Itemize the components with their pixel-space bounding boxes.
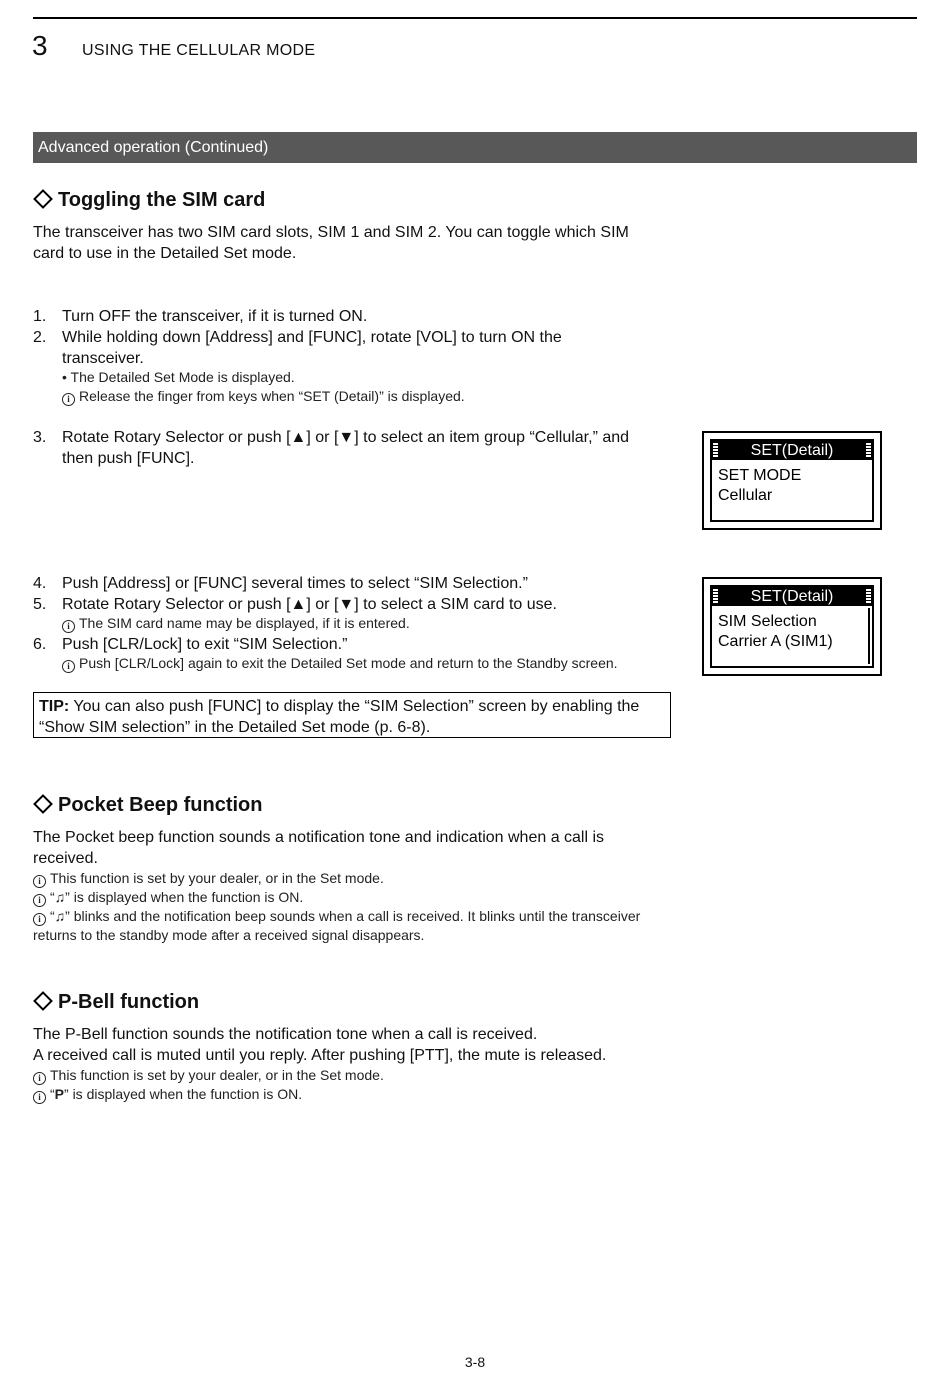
lcd-line-2: Carrier A (SIM1): [718, 633, 833, 650]
lcd-set-mode-cellular: [702, 431, 882, 530]
pocket-info-2: i “♫” is displayed when the function is ON.: [33, 888, 653, 907]
info-icon: i: [62, 620, 75, 633]
top-rule: [33, 17, 917, 19]
info-icon: i: [33, 913, 46, 926]
info-icon: i: [33, 875, 46, 888]
lcd-title: SET(Detail): [750, 588, 834, 605]
step-2-bullet: • The Detailed Set Mode is displayed.: [62, 369, 295, 385]
section-banner: Advanced operation (Continued): [33, 132, 917, 163]
step-2-info: i Release the finger from keys when “SET (Detail)” is displayed.: [62, 387, 662, 406]
pocket-beep-icon: ♫: [54, 908, 66, 924]
diamond-icon: [33, 189, 53, 209]
tip-box: [33, 692, 671, 738]
pocket-info-1: i This function is set by your dealer, or in the Set mode.: [33, 869, 653, 888]
pocket-info-3: i “♫” blinks and the notification beep sounds when a call is received. It blinks until the transceiver returns to the standby mode after a received signal disappears.: [33, 908, 641, 943]
tip-label: TIP:: [39, 698, 70, 715]
step-5-info: i The SIM card name may be displayed, if it is entered.: [62, 614, 662, 633]
pbell-line-2: A received call is muted until you reply. After pushing [PTT], the mute is released.: [33, 1047, 607, 1064]
pbell-info-2: i “P” is displayed when the function is ON.: [33, 1085, 653, 1104]
lcd-sim-selection: [702, 577, 882, 676]
p-bell-icon: P: [54, 1086, 65, 1102]
pocket-heading: Pocket Beep function: [33, 793, 262, 817]
lcd-line-2: Cellular: [718, 487, 773, 504]
info-icon: i: [33, 894, 46, 907]
lcd-title: SET(Detail): [750, 442, 834, 459]
sim-intro: The transceiver has two SIM card slots, SIM 1 and SIM 2. You can toggle which SIM card to use in the Detailed Set mode.: [33, 224, 629, 262]
chapter-number: 3: [32, 30, 48, 61]
pocket-intro: The Pocket beep function sounds a notification tone and indication when a call is received.: [33, 829, 605, 867]
sim-heading: Toggling the SIM card: [33, 188, 265, 212]
diamond-icon: [33, 794, 53, 814]
info-icon: i: [33, 1072, 46, 1085]
info-icon: i: [33, 1091, 46, 1104]
lcd-line-1: SIM Selection: [718, 613, 817, 630]
pbell-info-1: i This function is set by your dealer, or in the Set mode.: [33, 1066, 653, 1085]
page-number: 3-8: [464, 1354, 486, 1370]
lcd-scrollbar: [868, 608, 870, 664]
pbell-line-1: The P-Bell function sounds the notification tone when a call is received.: [33, 1026, 538, 1043]
step-6-info: i Push [CLR/Lock] again to exit the Detailed Set mode and return to the Standby screen.: [62, 654, 632, 673]
pbell-heading: P-Bell function: [33, 990, 199, 1014]
tip-text: You can also push [FUNC] to display the “SIM Selection” screen by enabling the “Show SIM selection” in the Detailed Set mode (p. 6-8).: [39, 698, 640, 736]
diamond-icon: [33, 991, 53, 1011]
info-icon: i: [62, 660, 75, 673]
lcd-line-1: SET MODE: [718, 467, 802, 484]
pocket-beep-icon: ♫: [54, 889, 66, 905]
info-icon: i: [62, 393, 75, 406]
chapter-title: USING THE CELLULAR MODE: [82, 42, 316, 59]
